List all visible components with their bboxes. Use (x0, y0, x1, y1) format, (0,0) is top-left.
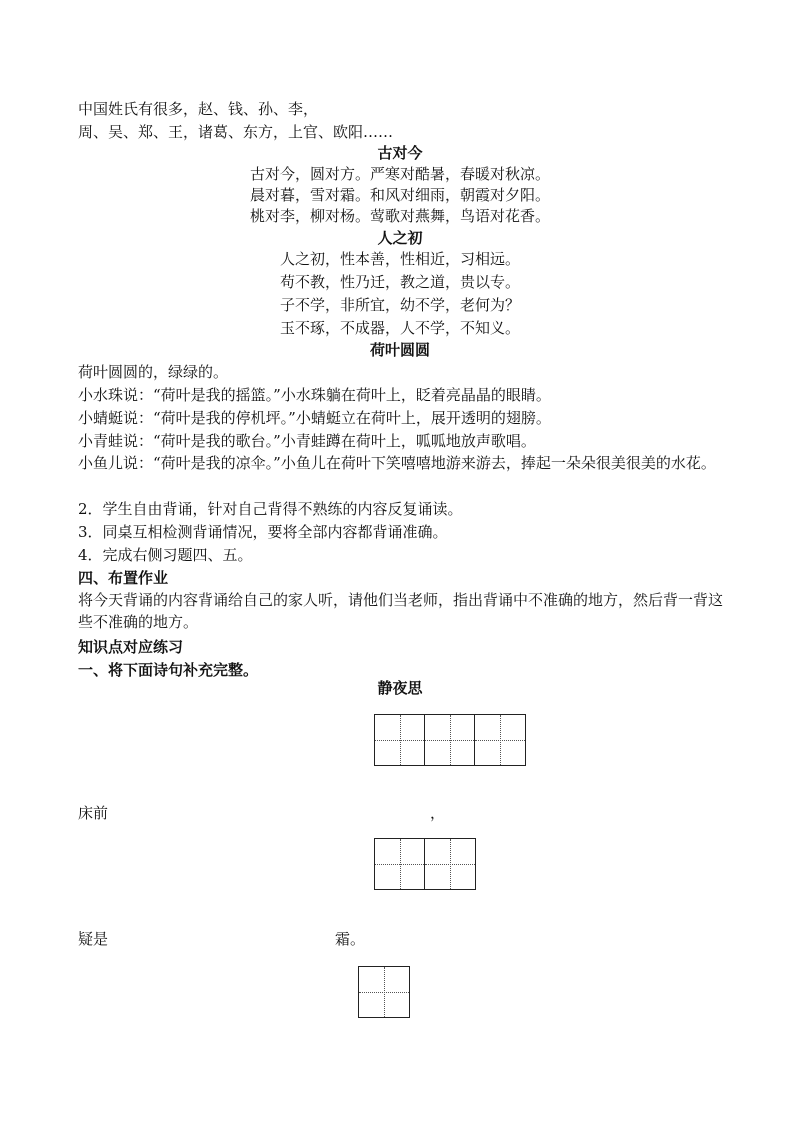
step-line: 3．同桌互相检测背诵情况，要将全部内容都背诵准确。 (78, 523, 448, 541)
exercise-poem-title: 静夜思 (377, 679, 423, 697)
step-line: 4．完成右侧习题四、五。 (78, 546, 253, 564)
writing-cell[interactable] (425, 715, 475, 765)
writing-grid-line-1 (374, 838, 476, 890)
intro-line-1: 中国姓氏有很多，赵、钱、孙、李， (78, 100, 319, 118)
writing-cell[interactable] (359, 967, 409, 1017)
poem-line: 玉不琢，不成器，人不学，不知义。 (279, 319, 520, 337)
poem-title-gu-dui-jin: 古对今 (377, 144, 423, 162)
text-line: 小水珠说：“荷叶是我的摇篮。”小水珠躺在荷叶上，眨着亮晶晶的眼睛。 (78, 386, 551, 404)
question-1: 一、将下面诗句补充完整。 (78, 661, 259, 679)
step-line: 2．学生自由背诵，针对自己背得不熟练的内容反复诵读。 (78, 500, 463, 518)
writing-cell[interactable] (425, 839, 475, 889)
blank-line-1-suffix: ， (430, 804, 446, 822)
poem-title-he-ye-yuan-yuan: 荷叶圆圆 (369, 341, 430, 359)
text-line: 荷叶圆圆的，绿绿的。 (78, 363, 229, 381)
homework-heading: 四、布置作业 (78, 569, 169, 587)
poem-line: 苟不教，性乃迁，教之道，贵以专。 (279, 273, 520, 291)
text-paragraph: 小鱼儿说：“荷叶是我的凉伞。”小鱼儿在荷叶下笑嘻嘻地游来游去，捧起一朵朵很美很美的水花。 (78, 454, 716, 472)
writing-grid-line-2 (358, 966, 410, 1018)
writing-grid-title (374, 714, 526, 766)
homework-text: 将今天背诵的内容背诵给自己的家人听，请他们当老师，指出背诵中不准确的地方，然后背一背这些不准确的地方。 (78, 591, 724, 631)
text-line: 小蜻蜓说：“荷叶是我的停机坪。”小蜻蜓立在荷叶上，展开透明的翅膀。 (78, 409, 551, 427)
blank-line-1-prefix: 床前 (78, 804, 109, 822)
intro-line-2: 周、吴、郑、王，诸葛、东方，上官、欧阳…… (78, 123, 394, 141)
poem-line: 桃对李，柳对杨。莺歌对燕舞，鸟语对花香。 (249, 207, 550, 225)
poem-line: 古对今，圆对方。严寒对酷暑，春暖对秋凉。 (249, 165, 550, 183)
writing-cell[interactable] (475, 715, 525, 765)
exercise-heading: 知识点对应练习 (78, 638, 184, 656)
writing-cell[interactable] (375, 839, 425, 889)
writing-cell[interactable] (375, 715, 425, 765)
poem-line: 子不学，非所宜，幼不学，老何为？ (279, 296, 520, 314)
blank-line-2-suffix: 霜。 (335, 930, 366, 948)
poem-line: 晨对暮，雪对霜。和风对细雨，朝霞对夕阳。 (249, 186, 550, 204)
blank-line-2-prefix: 疑是 (78, 930, 109, 948)
poem-line: 人之初，性本善，性相近，习相远。 (279, 250, 520, 268)
text-line: 小青蛙说：“荷叶是我的歌台。”小青蛙蹲在荷叶上，呱呱地放声歌唱。 (78, 432, 536, 450)
poem-title-ren-zhi-chu: 人之初 (377, 229, 423, 247)
